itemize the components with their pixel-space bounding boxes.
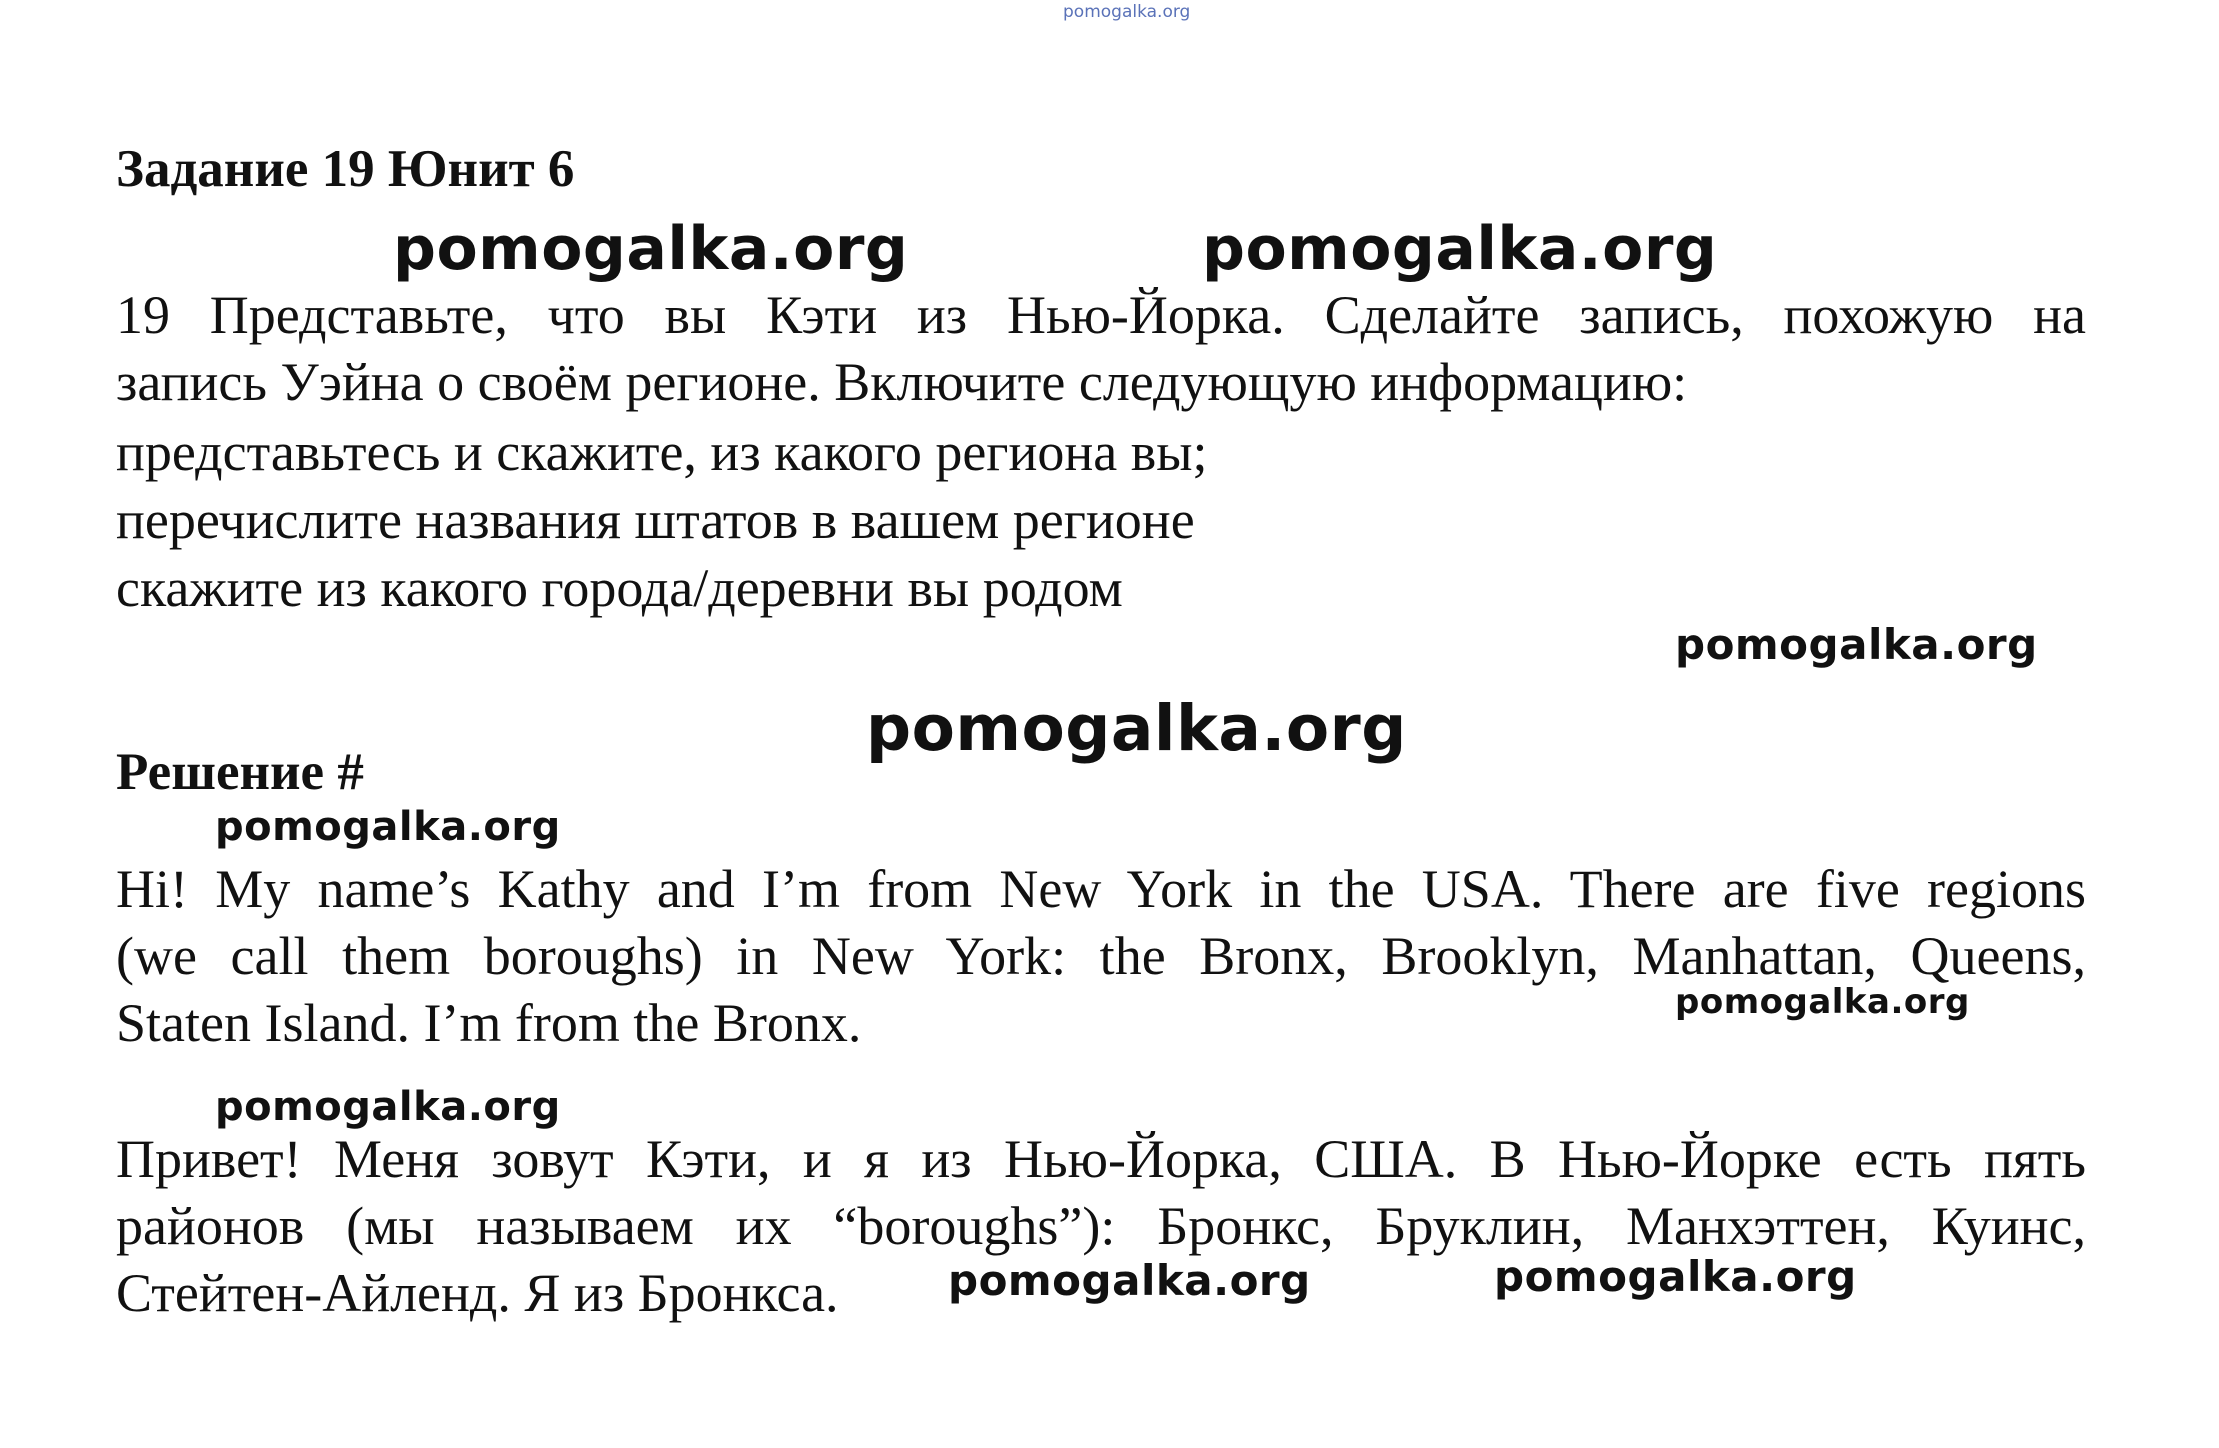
task-list xyxy=(116,418,1208,622)
answer-en-line: Hi! My name’s Kathy and I’m from New York in the USA. There are five regions xyxy=(116,859,2086,919)
watermark: pomogalka.org xyxy=(215,1084,561,1130)
answer-en-line: Staten Island. I’m from the Bronx. xyxy=(116,993,862,1053)
watermark: pomogalka.org xyxy=(1494,1252,1857,1301)
watermark: pomogalka.org xyxy=(948,1256,1311,1305)
watermark: pomogalka.org xyxy=(1675,982,1970,1022)
answer-ru-line: районов (мы называем их “boroughs”): Бронкс, Бруклин, Манхэттен, Куинс, xyxy=(116,1196,2086,1256)
solution-title: Решение # xyxy=(116,743,364,801)
task-paragraph xyxy=(116,282,2086,416)
task-list-item: скажите из какого города/деревни вы родом xyxy=(116,558,1123,618)
answer-english xyxy=(116,856,2086,1057)
answer-en-line: (we call them boroughs) in New York: the Bronx, Brooklyn, Manhattan, Queens, xyxy=(116,926,2086,986)
task-list-item: перечислите названия штатов в вашем регионе xyxy=(116,490,1195,550)
watermark: pomogalka.org xyxy=(393,214,909,284)
watermark: pomogalka.org xyxy=(866,692,1407,765)
watermark: pomogalka.org xyxy=(1675,620,2038,669)
answer-ru-line: Стейтен-Айленд. Я из Бронкса. xyxy=(116,1263,839,1323)
source-link[interactable]: pomogalka.org xyxy=(1063,2,1191,22)
task-line: 19 Представьте, что вы Кэти из Нью-Йорка. Сделайте запись, похожую на xyxy=(116,285,2086,345)
watermark: pomogalka.org xyxy=(1202,214,1718,284)
answer-ru-line: Привет! Меня зовут Кэти, и я из Нью-Йорка, США. В Нью-Йорке есть пять xyxy=(116,1129,2086,1189)
task-line: запись Уэйна о своём регионе. Включите следующую информацию: xyxy=(116,352,1688,412)
watermark: pomogalka.org xyxy=(215,804,561,850)
task-list-item: представьтесь и скажите, из какого региона вы; xyxy=(116,422,1208,482)
task-title: Задание 19 Юнит 6 xyxy=(116,140,575,198)
